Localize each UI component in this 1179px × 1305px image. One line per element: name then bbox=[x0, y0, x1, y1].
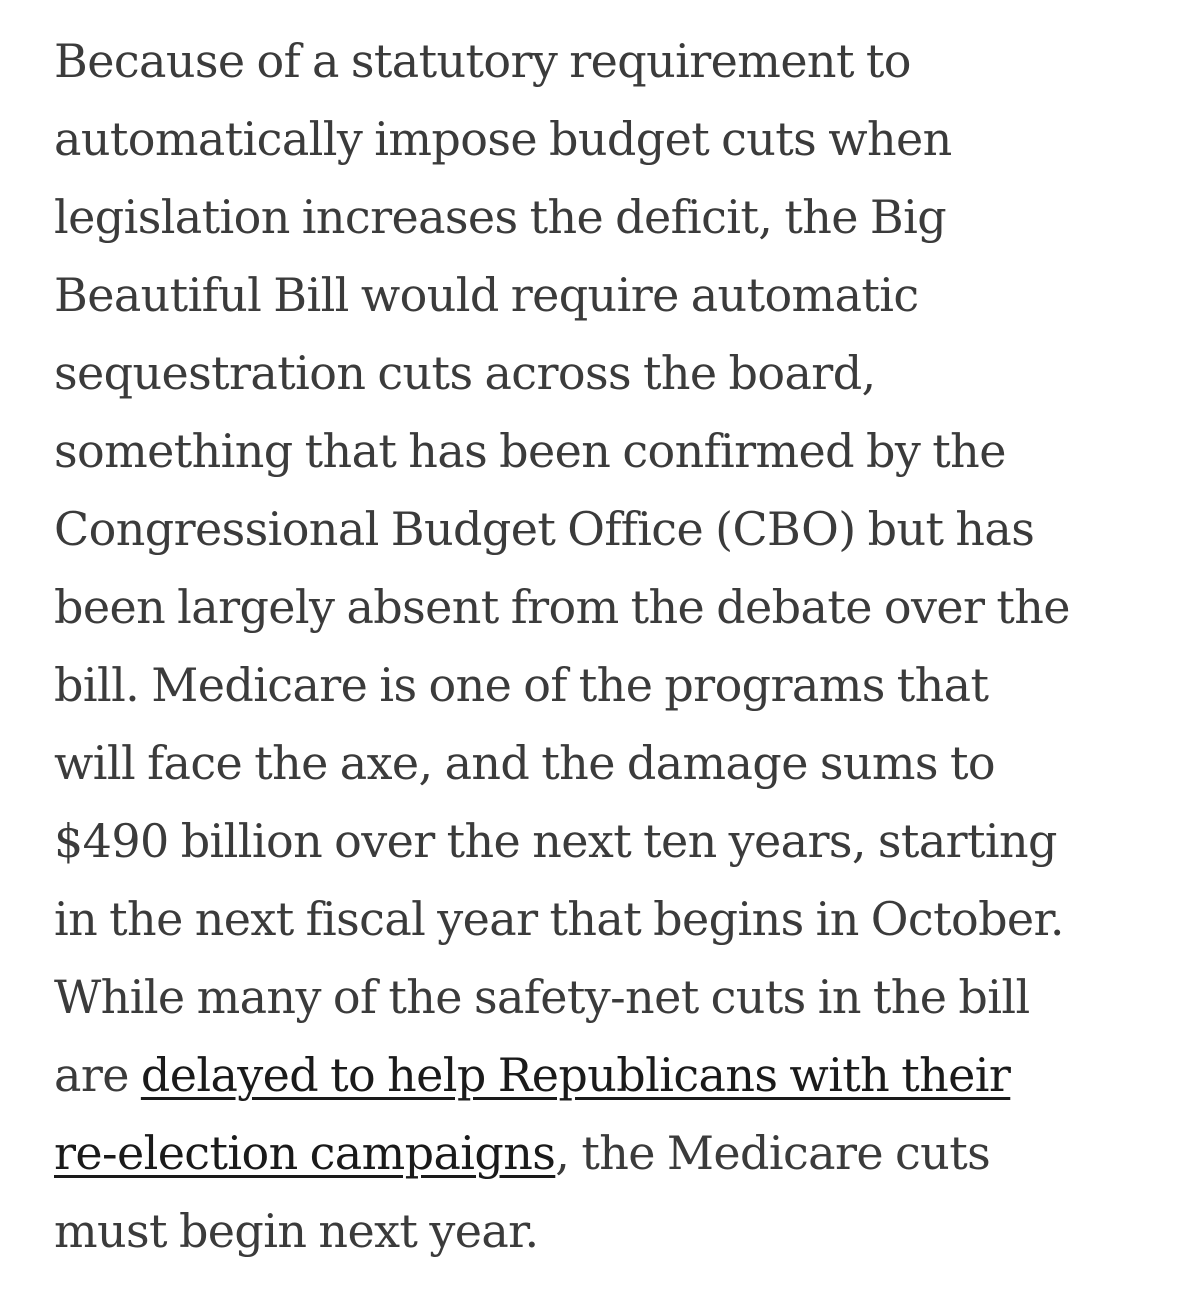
paragraph-line: been largely absent from the debate over the bbox=[54, 580, 1070, 634]
republicans-reelection-link[interactable]: delayed to help Republicans with their bbox=[140, 1048, 1011, 1102]
line-suffix-text: , the Medicare cuts bbox=[555, 1126, 991, 1180]
article-paragraph bbox=[54, 22, 1164, 1270]
paragraph-line bbox=[54, 1036, 1164, 1114]
paragraph-line: in the next fiscal year that begins in October. bbox=[54, 892, 1064, 946]
paragraph-line: Beautiful Bill would require automatic bbox=[54, 268, 919, 322]
paragraph-line: something that has been confirmed by the bbox=[54, 424, 1006, 478]
paragraph-line: will face the axe, and the damage sums to bbox=[54, 736, 995, 790]
paragraph-line: $490 billion over the next ten years, starting bbox=[54, 814, 1057, 868]
paragraph-line: must begin next year. bbox=[54, 1204, 539, 1258]
paragraph-line: automatically impose budget cuts when bbox=[54, 112, 952, 166]
paragraph-line: Congressional Budget Office (CBO) but has bbox=[54, 502, 1035, 556]
paragraph-line: While many of the safety-net cuts in the bill bbox=[54, 970, 1030, 1024]
paragraph-line: legislation increases the deficit, the Big bbox=[54, 190, 947, 244]
republicans-reelection-link-continued[interactable]: re-election campaigns bbox=[54, 1126, 556, 1180]
paragraph-line bbox=[54, 1114, 1164, 1192]
paragraph-line: bill. Medicare is one of the programs that bbox=[54, 658, 989, 712]
paragraph-line: Because of a statutory requirement to bbox=[54, 34, 911, 88]
paragraph-line: sequestration cuts across the board, bbox=[54, 346, 876, 400]
line-prefix-text: are bbox=[54, 1048, 141, 1102]
